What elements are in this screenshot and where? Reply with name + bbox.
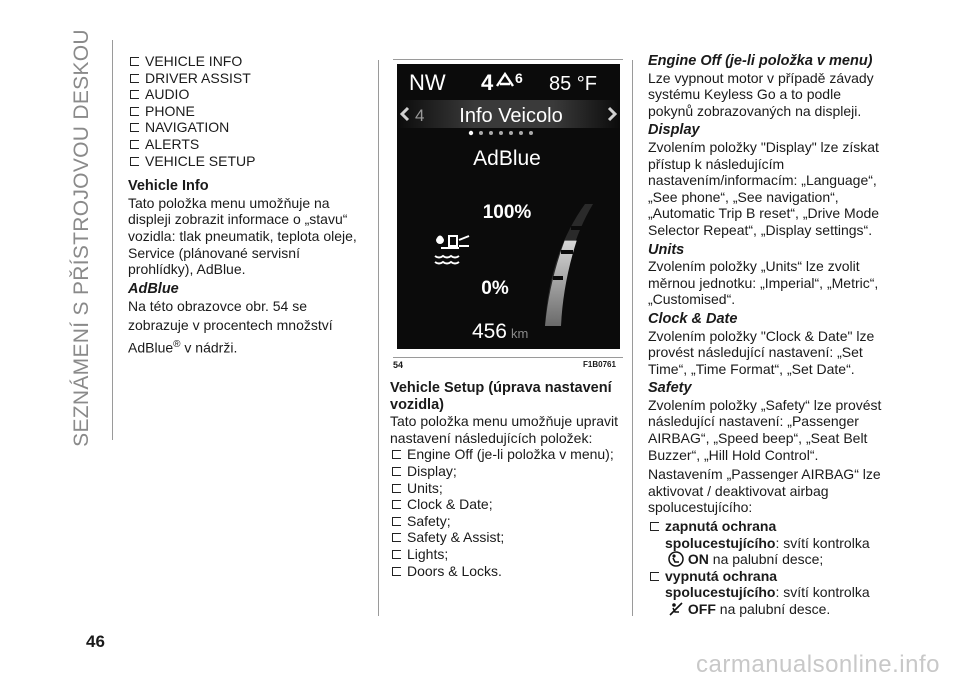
paragraph: Zvolením položky „Units“ lze zvolit měrnou jednotku: „Imperial“, „Metric“, „Customised“. [648, 258, 879, 308]
menu-page-number: 4 [415, 106, 425, 125]
bullet-icon [392, 500, 401, 509]
watermark: carmanualsonline.info [696, 651, 940, 678]
paragraph: Zvolením položky „Safety“ lze provést následující nastavení: „Passenger AIRBAG“, „Speed beep“, „Seat Belt Buzzer“, „Hill Hold Control“. [648, 396, 882, 463]
bullet-icon [130, 90, 139, 99]
column-2 [390, 380, 630, 579]
column-divider [632, 60, 633, 616]
settings-list [390, 446, 630, 579]
bullet-icon [130, 74, 139, 83]
figure-number: 54 [393, 360, 404, 370]
bullet-icon [650, 572, 659, 581]
bullet-icon [392, 533, 401, 542]
side-chapter-title [68, 28, 96, 448]
list-item: Engine Off (je-li položka v menu); [390, 446, 630, 463]
list-item: PHONE [128, 103, 368, 120]
list-item: Units; [390, 480, 630, 497]
section-subheading: AdBlue [128, 280, 179, 297]
column-1 [128, 53, 368, 358]
page-number: 46 [86, 632, 105, 651]
bullet-icon [392, 550, 401, 559]
figure-top-rule [393, 59, 623, 60]
section-heading: Clock & Date [648, 310, 738, 327]
menu-title: Info Veicolo [459, 105, 563, 127]
display-graphic [397, 64, 620, 349]
bullet-icon [392, 450, 401, 459]
bullet-icon [392, 517, 401, 526]
bullet-icon [392, 467, 401, 476]
column-3 [648, 53, 884, 618]
paragraph: Lze vypnout motor v případě závady systému Keyless Go a to podle pokynů zobrazovaných na displeji. [648, 69, 874, 119]
section-heading: Vehicle Info [128, 178, 209, 195]
adblue-tank-icon [435, 236, 469, 264]
list-item: Display; [390, 463, 630, 480]
page-dot [529, 131, 533, 135]
airbag-on-icon [668, 551, 684, 567]
gear-suggest: 6 [515, 70, 523, 86]
paragraph: Zvolením položky "Clock & Date" lze provést následující nastavení: „Set Time“, „Time Format“, „Set Date“. [648, 327, 875, 377]
instrument-display-figure [397, 64, 620, 349]
compass-heading: NW [409, 70, 446, 95]
page-dot [519, 131, 523, 135]
airbag-off-icon [668, 601, 684, 617]
list-item: NAVIGATION [128, 119, 368, 136]
page-dot [469, 131, 473, 135]
page-dot [479, 131, 483, 135]
section-heading: Vehicle Setup (úprava nastavení vozidla) [390, 380, 612, 413]
bullet-icon [130, 157, 139, 166]
bullet-icon [130, 140, 139, 149]
bullet-icon [130, 107, 139, 116]
column-divider [378, 60, 379, 616]
range-unit: km [511, 326, 529, 341]
list-item: Safety; [390, 513, 630, 530]
bullet-icon [650, 522, 659, 531]
gear-indicator: 4 [481, 70, 494, 95]
bullet-icon [392, 484, 401, 493]
section-heading: Units [648, 241, 685, 258]
figure-code: F1B0761 [583, 360, 616, 369]
list-item: AUDIO [128, 86, 368, 103]
page-dot [499, 131, 503, 135]
side-divider [112, 40, 113, 440]
section-heading: Engine Off (je-li položka v menu) [648, 53, 873, 69]
page-dots [469, 131, 533, 135]
outside-temperature: 85 °F [549, 73, 598, 95]
menu-list [128, 53, 368, 169]
list-item: VEHICLE SETUP [128, 153, 368, 170]
page-dot [509, 131, 513, 135]
paragraph: Zvolením položky "Display" lze získat přístup k následujícím nastavením/informacím: „Language“, „See phone“, „See navigation“, „Automatic Trip B reset“, „Drive Mode Selector Repeat“, „Display settings“. [648, 138, 880, 238]
level-top-label: 100% [482, 202, 532, 223]
list-item: Clock & Date; [390, 496, 630, 513]
range-value: 456 [471, 320, 507, 343]
list-item: Lights; [390, 546, 630, 563]
adblue-label: AdBlue [473, 147, 541, 170]
level-bottom-label: 0% [481, 278, 509, 299]
page-dot [489, 131, 493, 135]
section-heading: Safety [648, 380, 692, 397]
bullet-icon [130, 123, 139, 132]
list-item: DRIVER ASSIST [128, 70, 368, 87]
list-item: VEHICLE INFO [128, 53, 368, 70]
shift-up-icon [497, 74, 513, 86]
paragraph: Na této obrazovce obr. 54 se zobrazuje v procentech množství AdBlue® v nádrži. [128, 298, 333, 356]
paragraph: Nastavením „Passenger AIRBAG“ lze aktivovat / deaktivovat airbag spolucestujícího: [648, 466, 881, 516]
bullet-icon [130, 57, 139, 66]
list-item: ALERTS [128, 136, 368, 153]
paragraph: Tato položka menu umožňuje upravit nastavení následujících položek: [390, 413, 619, 446]
bullet-icon [392, 567, 401, 576]
list-item: vypnutá ochrana spolucestujícího: svítí kontrolka OFF na palubní desce. [648, 568, 884, 618]
paragraph: Tato položka menu umožňuje na displeji zobrazit informace o „stavu“ vozidla: tlak pneumatik, teplota oleje, Service (plánované servisní prohlídky), AdBlue. [128, 194, 357, 278]
list-item: Safety & Assist; [390, 529, 630, 546]
section-heading: Display [648, 122, 700, 139]
side-chapter-title-text: SEZNÁMENÍ S PŘÍSTROJOVOU DESKOU [70, 29, 93, 447]
list-item: Doors & Locks. [390, 563, 630, 580]
figure-bottom-rule [393, 357, 623, 358]
list-item: zapnutá ochrana spolucestujícího: svítí kontrolka ON na palubní desce; [648, 518, 884, 568]
